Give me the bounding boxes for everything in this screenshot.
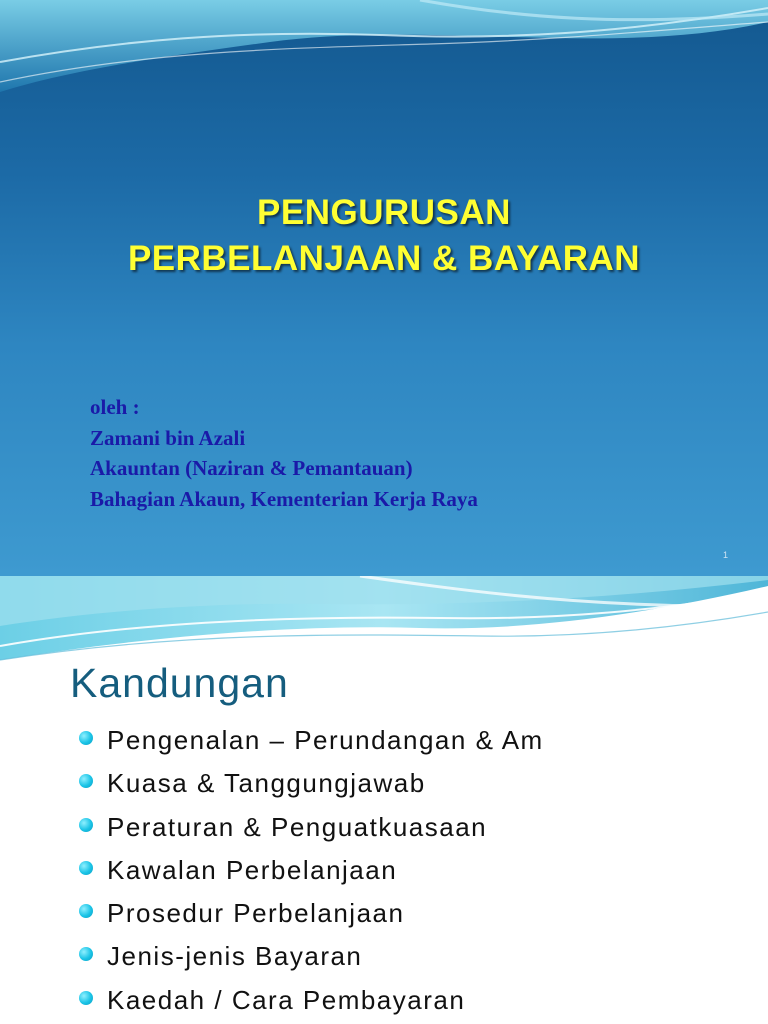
list-item-text: Pengenalan – Perundangan & Am — [107, 725, 544, 755]
bullet-icon — [79, 991, 93, 1005]
wave-decoration-top — [0, 0, 768, 110]
list-item — [76, 939, 544, 982]
list-item-text: Kaedah / Cara Pembayaran — [107, 984, 466, 1015]
list-item — [76, 810, 544, 853]
contents-slide — [0, 576, 768, 1024]
bullet-icon — [79, 904, 93, 918]
author-department: Bahagian Akaun, Kementerian Kerja Raya — [90, 486, 478, 511]
list-item-text: Kuasa & Tanggungjawab — [107, 768, 426, 799]
bullet-icon — [79, 861, 93, 875]
list-item — [76, 853, 544, 896]
list-item — [76, 723, 544, 766]
page-number: 1 — [722, 550, 728, 560]
author-line-by: oleh : — [90, 395, 140, 419]
bullet-icon — [79, 731, 93, 745]
title-line-1: PENGURUSAN — [257, 193, 511, 232]
list-item-text: Peraturan & Penguatkuasaan — [107, 811, 488, 842]
list-item — [76, 766, 544, 809]
slide-title — [0, 190, 768, 282]
section-heading: Kandungan — [70, 660, 289, 706]
title-line-2: PERBELANJAAN & BAYARAN — [127, 239, 641, 278]
wave-decoration-top — [0, 576, 768, 666]
contents-list — [76, 723, 544, 1024]
list-item-text: Kawalan Perbelanjaan — [107, 854, 398, 885]
bullet-icon — [79, 774, 93, 788]
author-name: Zamani bin Azali — [90, 425, 246, 450]
bullet-icon — [79, 947, 93, 961]
author-block — [90, 392, 478, 514]
list-item — [76, 896, 544, 939]
author-position: Akauntan (Naziran & Pemantauan) — [90, 456, 413, 480]
bullet-icon — [79, 818, 93, 832]
list-item-text: Prosedur Perbelanjaan — [107, 898, 405, 929]
list-item-text: Jenis-jenis Bayaran — [107, 941, 363, 972]
list-item — [76, 983, 544, 1024]
